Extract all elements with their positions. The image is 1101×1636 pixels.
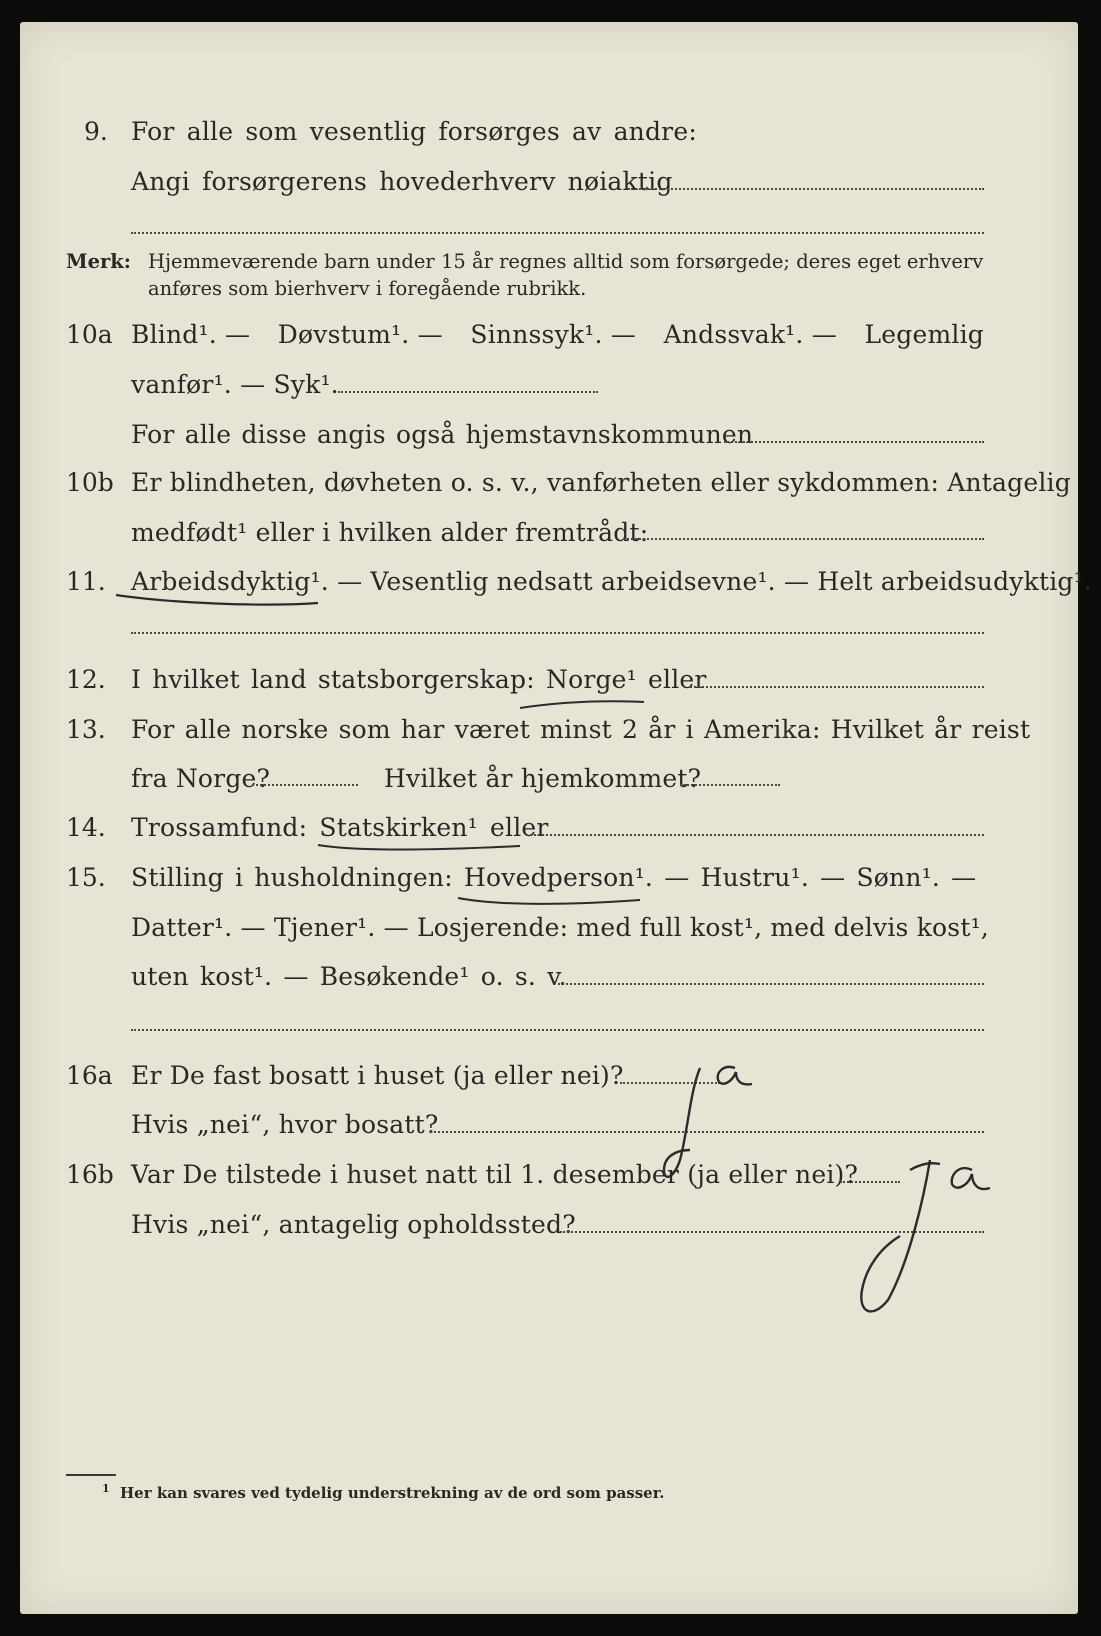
q15-line3: uten kost¹. — Besøkende¹ o. s. v. bbox=[131, 962, 567, 991]
underline-minst-2-ar bbox=[520, 701, 644, 708]
q11-number: 11. bbox=[66, 567, 106, 596]
q13-line2a: fra Norge? bbox=[131, 764, 271, 793]
q16b-number: 16b bbox=[66, 1160, 114, 1189]
q16b-line1: Var De tilstede i huset natt til 1. desember (ja eller nei)? bbox=[131, 1160, 859, 1189]
merk-line1: Hjemmeværende barn under 15 år regnes alltid som forsørgede; deres eget erhverv bbox=[148, 250, 984, 273]
underline-arbeidsdyktig bbox=[116, 595, 318, 605]
q13-line1: For alle norske som har været minst 2 år i Amerika: Hvilket år reist bbox=[131, 715, 1031, 744]
q10b-number: 10b bbox=[66, 468, 114, 497]
handwritten-ja-16b-J-top bbox=[910, 1163, 940, 1170]
handwritten-ja-16a-a bbox=[718, 1067, 752, 1084]
q10a-number: 10a bbox=[66, 320, 113, 349]
q10a-line2: vanfør¹. — Syk¹. bbox=[131, 370, 339, 399]
q13-line2b: Hvilket år hjemkommet? bbox=[384, 764, 702, 793]
footnote-mark: 1 bbox=[102, 1482, 110, 1495]
handwritten-ja-16b-a bbox=[952, 1168, 990, 1189]
q14-line1: Trossamfund: Statskirken¹ eller bbox=[131, 813, 549, 842]
q9-number: 9. bbox=[84, 117, 108, 146]
q15-number: 15. bbox=[66, 863, 106, 892]
q16b-line2: Hvis „nei“, antagelig opholdssted? bbox=[131, 1210, 576, 1239]
underline-statskirken bbox=[318, 845, 520, 850]
q10a-item-sinnssyk: Sinnssyk¹. — bbox=[470, 320, 636, 349]
merk-label: Merk: bbox=[66, 250, 131, 273]
q9-line1: For alle som vesentlig forsørges av andre: bbox=[131, 117, 697, 146]
q16a-number: 16a bbox=[66, 1061, 113, 1090]
q12-line1: I hvilket land statsborgerskap: Norge¹ eller bbox=[131, 665, 707, 694]
q10a-item-dovstum: Døvstum¹. — bbox=[277, 320, 443, 349]
merk-line2: anføres som bierhverv i foregående rubrikk. bbox=[148, 277, 587, 300]
q16a-line1: Er De fast bosatt i huset (ja eller nei)? bbox=[131, 1061, 624, 1090]
q10a-item-andssvak: Andssvak¹. — bbox=[663, 320, 837, 349]
q16a-line2: Hvis „nei“, hvor bosatt? bbox=[131, 1110, 439, 1139]
q10b-line2: medfødt¹ eller i hvilken alder fremtrådt: bbox=[131, 518, 649, 547]
q11-line1: Arbeidsdyktig¹. — Vesentlig nedsatt arbeidsevne¹. — Helt arbeidsudyktig¹. bbox=[131, 567, 1092, 596]
q12-number: 12. bbox=[66, 665, 106, 694]
handwritten-ja-16b-J bbox=[861, 1160, 930, 1311]
q15-line1: Stilling i husholdningen: Hovedperson¹. — Hustru¹. — Sønn¹. — bbox=[131, 863, 977, 892]
q14-number: 14. bbox=[66, 813, 106, 842]
q13-number: 13. bbox=[66, 715, 106, 744]
underline-hovedperson bbox=[458, 898, 640, 904]
q10a-line3: For alle disse angis også hjemstavnskommunen bbox=[131, 420, 754, 449]
q10a-item-legemlig: Legemlig bbox=[864, 320, 984, 349]
q15-line2: Datter¹. — Tjener¹. — Losjerende: med full kost¹, med delvis kost¹, bbox=[131, 913, 989, 942]
q10a-item-blind: Blind¹. — bbox=[131, 320, 251, 349]
q10b-line1: Er blindheten, døvheten o. s. v., vanførheten eller sykdommen: Antagelig bbox=[131, 468, 1071, 497]
q9-line2: Angi forsørgerens hovederhverv nøiaktig bbox=[131, 167, 673, 196]
handwritten-ja-16a-J bbox=[664, 1068, 700, 1177]
footnote-text: Her kan svares ved tydelig understrekning av de ord som passer. bbox=[120, 1484, 665, 1502]
